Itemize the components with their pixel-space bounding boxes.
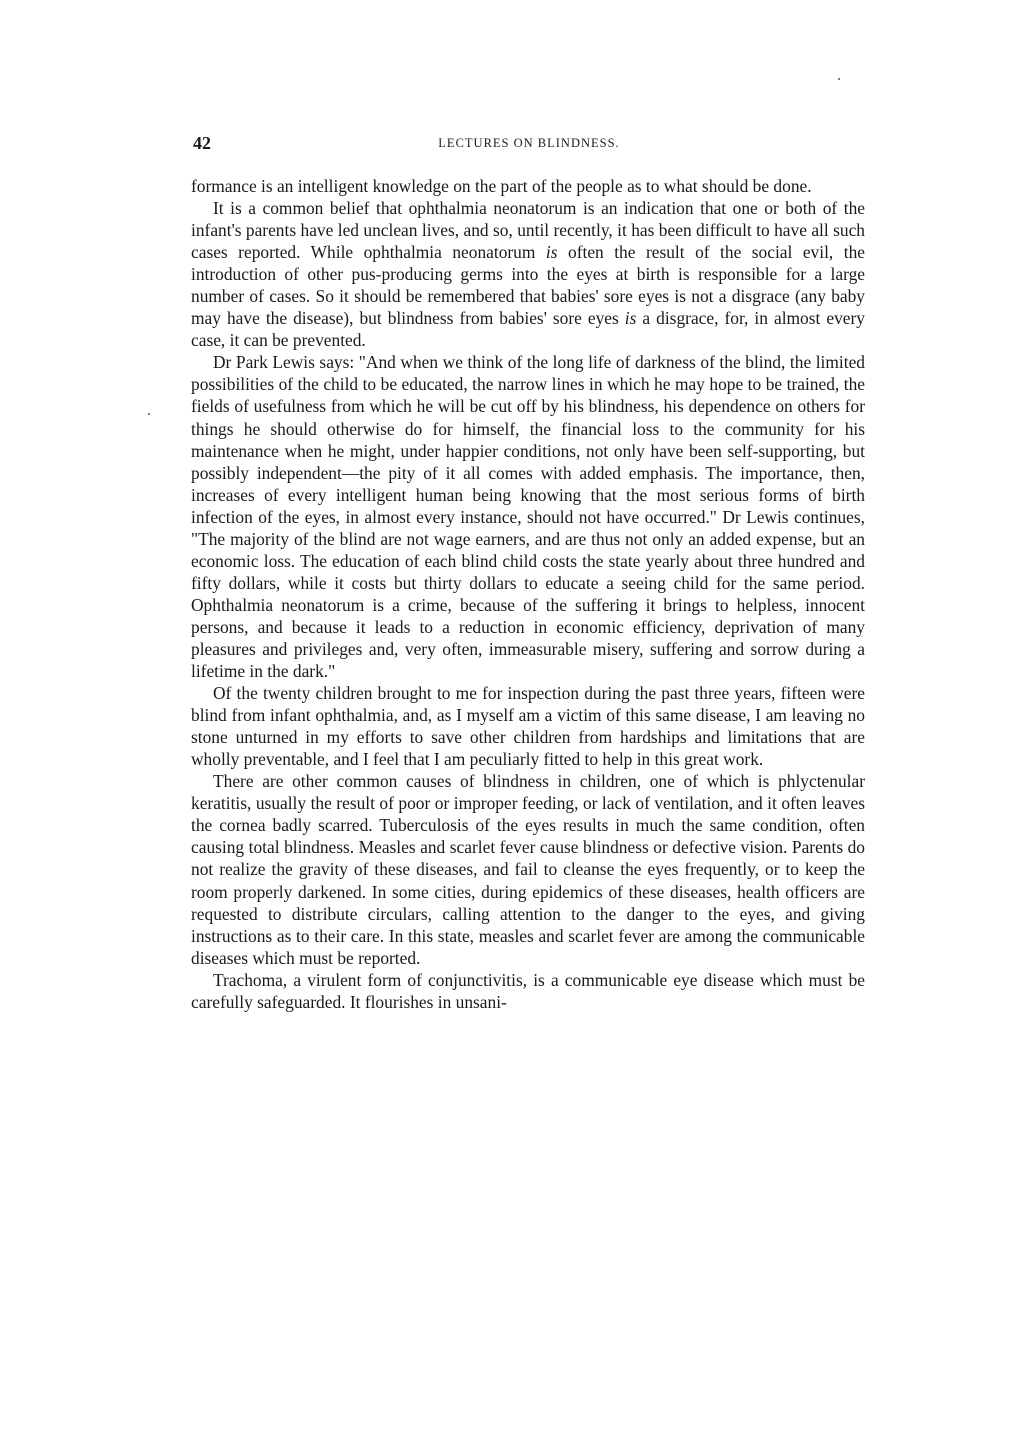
paragraph-1	[191, 175, 865, 197]
paragraph-4	[191, 682, 865, 770]
paragraph-2	[191, 197, 865, 351]
running-title: LECTURES ON BLINDNESS.	[438, 136, 620, 150]
paragraph-text: Trachoma, a virulent form of conjunctivitis, is a communicable eye disease which must be carefully safeguarded. It flourishes in unsani-	[191, 969, 865, 1012]
paragraph-6	[191, 969, 865, 1013]
paragraph-text: It is a common belief that ophthalmia neonatorum is an indication that one or both of the infant's parents have led unclean lives, and so, until recently, it has been difficult to have all such cases reported. While ophthalmia neonatorum	[191, 198, 865, 263]
emphasis-text: is	[624, 308, 637, 329]
body-text	[191, 175, 865, 1013]
page-header	[193, 133, 865, 155]
paragraph-text: a disgrace, for, in almost every case, it can be prevented.	[191, 308, 865, 351]
paragraph-5	[191, 770, 865, 968]
paragraph-text: Of the twenty children brought to me for inspection during the past three years, fifteen were blind from infant ophthalmia, and, as I myself am a victim of this same disease, I am leaving no stone unturned in my efforts to save other children from hardships and limitations that are wholly preventable, and I feel that I am peculiarly fitted to help in this great work.	[191, 683, 865, 770]
page-number: 42	[193, 133, 211, 153]
emphasis-text: is	[545, 242, 558, 263]
paragraph-text: formance is an intelligent knowledge on the part of the people as to what should be done.	[191, 176, 812, 196]
scan-speck	[838, 78, 840, 80]
scan-speck	[148, 413, 150, 415]
paragraph-3	[191, 351, 865, 682]
paragraph-text: often the result of the social evil, the introduction of other pus-producing germs into the eyes at birth is responsible for a large number of cases. So it should be remembered that babies' sore eyes is not a disgrace (any baby may have the disease), but blindness from babies' sore eyes	[191, 242, 865, 329]
paragraph-text: Dr Park Lewis says: "And when we think of the long life of darkness of the blind, the limited possibilities of the child to be educated, the narrow lines in which he may hope to be trained, the fields of usefulness from which he will be cut off by his blindness, his dependence on others for things he should otherwise do for himself, the financial loss to the community for his maintenance when he might, under happier conditions, not only have been self-supporting, but possibly independent—the pity of it all comes with added emphasis. The importance, then, increases of every intelligent human being knowing that the most serious forms of birth infection of the eyes, in almost every instance, should not have occurred." Dr Lewis continues, "The majority of the blind are not wage earners, and are thus not only an added expense, but an economic loss. The education of each blind child costs the state yearly about three hundred and fifty dollars, while it costs but thirty dollars to educate a seeing child for the same period. Ophthalmia neonatorum is a crime, because of the suffering it brings to helpless, innocent persons, and because it leads to a reduction in economic efficiency, deprivation of many pleasures and privileges and, very often, immeasurable misery, suffering and sorrow during a lifetime in the dark."	[191, 352, 865, 682]
paragraph-text: There are other common causes of blindness in children, one of which is phlyctenular keratitis, usually the result of poor or improper feeding, or lack of ventilation, and it often leaves the cornea badly scarred. Tuberculosis of the eyes results in much the same condition, often causing total blindness. Measles and scarlet fever cause blindness or defective vision. Parents do not realize the gravity of these diseases, and fail to cleanse the eyes frequently, or to keep the room properly darkened. In some cities, during epidemics of these diseases, health officers are requested to distribute circulars, calling attention to the danger to the eyes, and giving instructions as to their care. In this state, measles and scarlet fever are among the communicable diseases which must be reported.	[191, 771, 865, 968]
